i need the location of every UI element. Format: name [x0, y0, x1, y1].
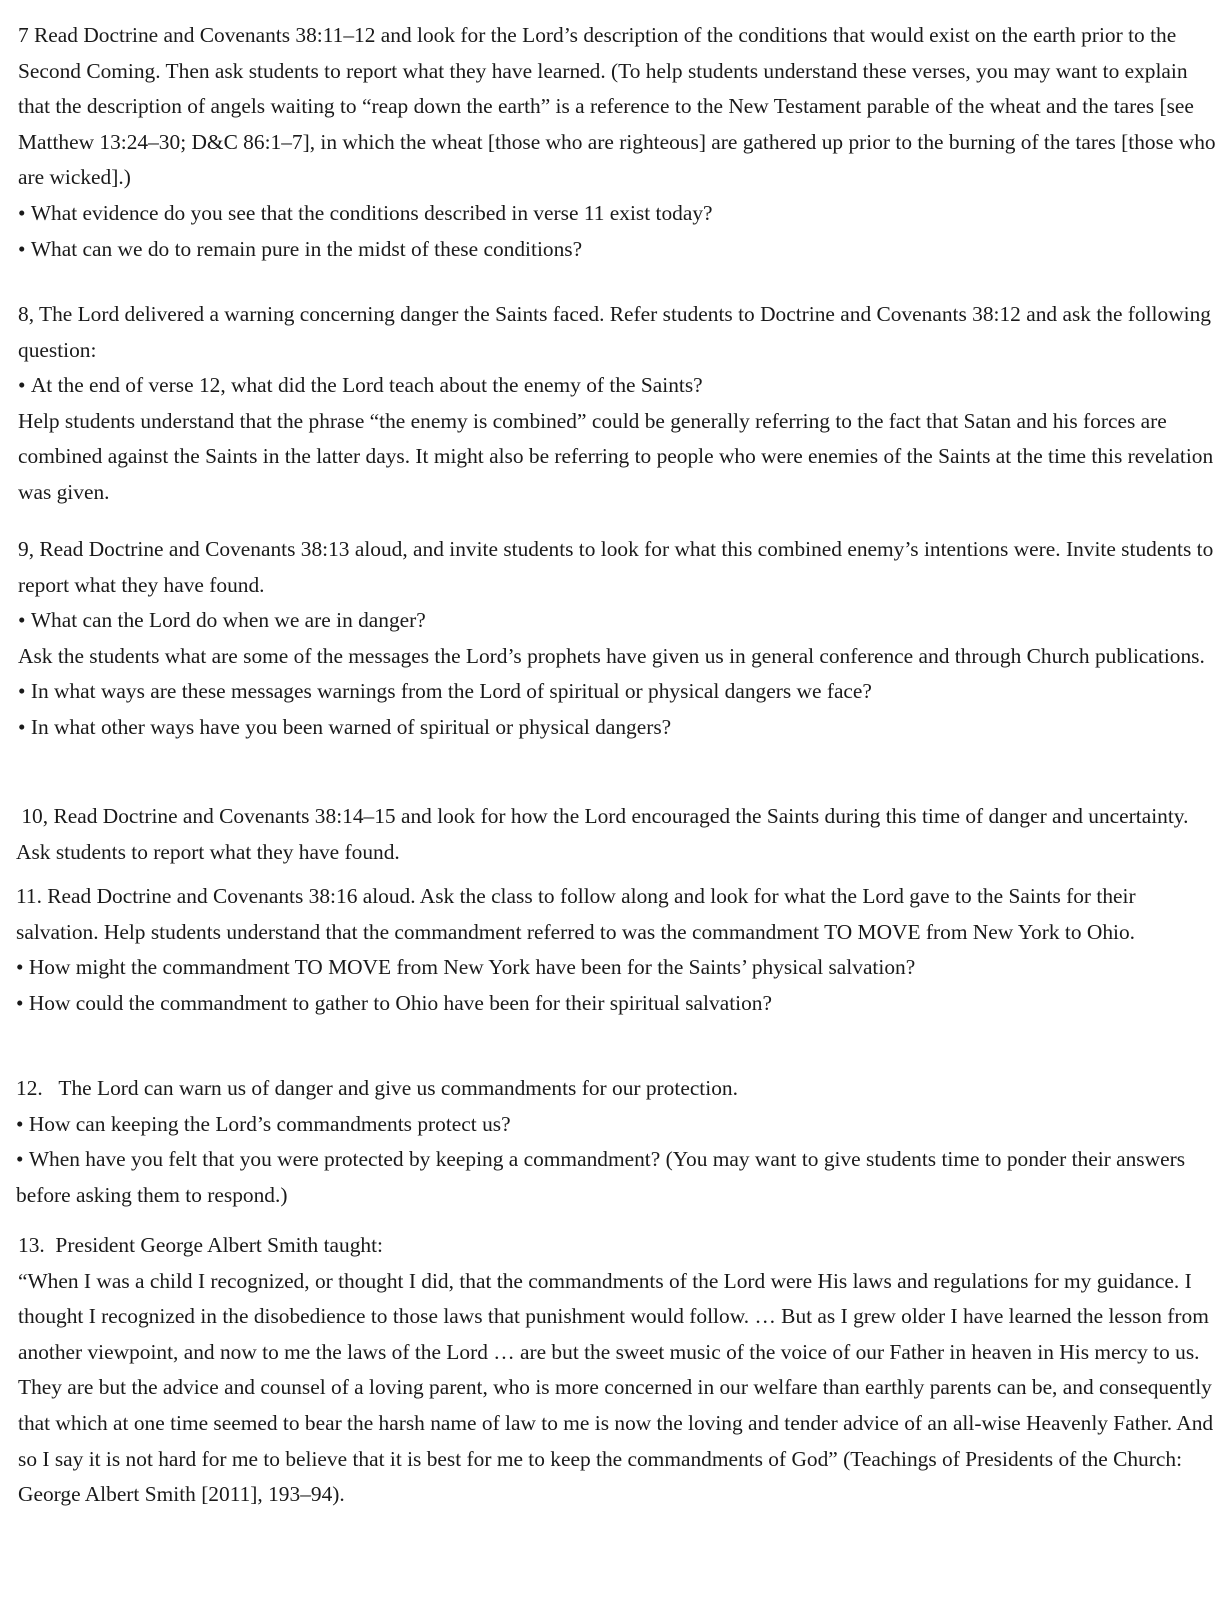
paragraph: 11. Read Doctrine and Covenants 38:16 aloud. Ask the class to follow along and look for what the Lord gave to the Saints for their salvation. Help students understand that the commandment referred to was the commandment TO MOVE from New York to Ohio.: [16, 884, 1136, 944]
bullet-item: • At the end of verse 12, what did the Lord teach about the enemy of the Saints?: [18, 368, 1218, 404]
paragraph: 10, Read Doctrine and Covenants 38:14–15 and look for how the Lord encouraged the Saints during this time of danger and uncertainty. Ask students to report what they have found.: [16, 804, 1193, 864]
bullet-item: • What can we do to remain pure in the midst of these conditions?: [18, 232, 1218, 268]
section-13: [18, 1228, 1218, 1513]
paragraph: Help students understand that the phrase “the enemy is combined” could be generally referring to the fact that Satan and his forces are combined against the Saints in the latter days. It might also be referring to people who were enemies of the Saints at the time this revelation was given.: [18, 408, 1214, 504]
bullet-item: • How could the commandment to gather to Ohio have been for their spiritual salvation?: [16, 986, 1216, 1022]
paragraph: 8, The Lord delivered a warning concerning danger the Saints faced. Refer students to Doctrine and Covenants 38:12 and ask the following question:: [18, 302, 1211, 362]
bullet-item: • In what other ways have you been warned of spiritual or physical dangers?: [18, 710, 1218, 746]
bullet-item: • In what ways are these messages warnings from the Lord of spiritual or physical dangers we face?: [18, 674, 1218, 710]
bullet-item: • How might the commandment TO MOVE from New York have been for the Saints’ physical salvation?: [16, 950, 1216, 986]
paragraph: 9, Read Doctrine and Covenants 38:13 aloud, and invite students to look for what this combined enemy’s intentions were. Invite students to report what they have found.: [18, 537, 1214, 597]
section-9: [18, 532, 1218, 746]
bullet-item: • How can keeping the Lord’s commandments protect us?: [16, 1107, 1216, 1143]
paragraph: 7 Read Doctrine and Covenants 38:11–12 and look for the Lord’s description of the conditions that would exist on the earth prior to the Second Coming. Then ask students to report what they have learned. (To help students understand these verses, you may want to explain that the description of angels waiting to “reap down the earth” is a reference to the New Testament parable of the wheat and the tares [see Matthew 13:24–30; D&C 86:1–7], in which the wheat [those who are righteous] are gathered up prior to the burning of the tares [those who are wicked].): [18, 23, 1216, 190]
section-8: [18, 297, 1218, 511]
paragraph: 12. The Lord can warn us of danger and give us commandments for our protection.: [16, 1076, 738, 1100]
section-10: [16, 799, 1216, 870]
section-11: [16, 879, 1216, 1021]
paragraph: 13. President George Albert Smith taught:: [18, 1233, 383, 1257]
quote: “When I was a child I recognized, or thought I did, that the commandments of the Lord were His laws and regulations for my guidance. I thought I recognized in the disobedience to those laws that punishment would follow. … But as I grew older I have learned the lesson from another viewpoint, and now to me the laws of the Lord … are but the sweet music of the voice of our Father in heaven in His mercy to us. They are but the advice and counsel of a loving parent, who is more concerned in our welfare than earthly parents can be, and consequently that which at one time seemed to bear the harsh name of law to me is now the loving and tender advice of an all-wise Heavenly Father. And so I say it is not hard for me to believe that it is best for me to keep the commandments of God” (Teachings of Presidents of the Church: George Albert Smith [2011], 193–94).: [18, 1268, 1214, 1507]
bullet-item: • What evidence do you see that the conditions described in verse 11 exist today?: [18, 196, 1218, 232]
section-7: [18, 18, 1218, 267]
bullet-item: • What can the Lord do when we are in danger?: [18, 603, 1218, 639]
paragraph: Ask the students what are some of the messages the Lord’s prophets have given us in general conference and through Church publications.: [18, 643, 1205, 668]
section-12: [16, 1071, 1216, 1213]
bullet-item: • When have you felt that you were protected by keeping a commandment? (You may want to give students time to ponder their answers before asking them to respond.): [16, 1142, 1216, 1213]
